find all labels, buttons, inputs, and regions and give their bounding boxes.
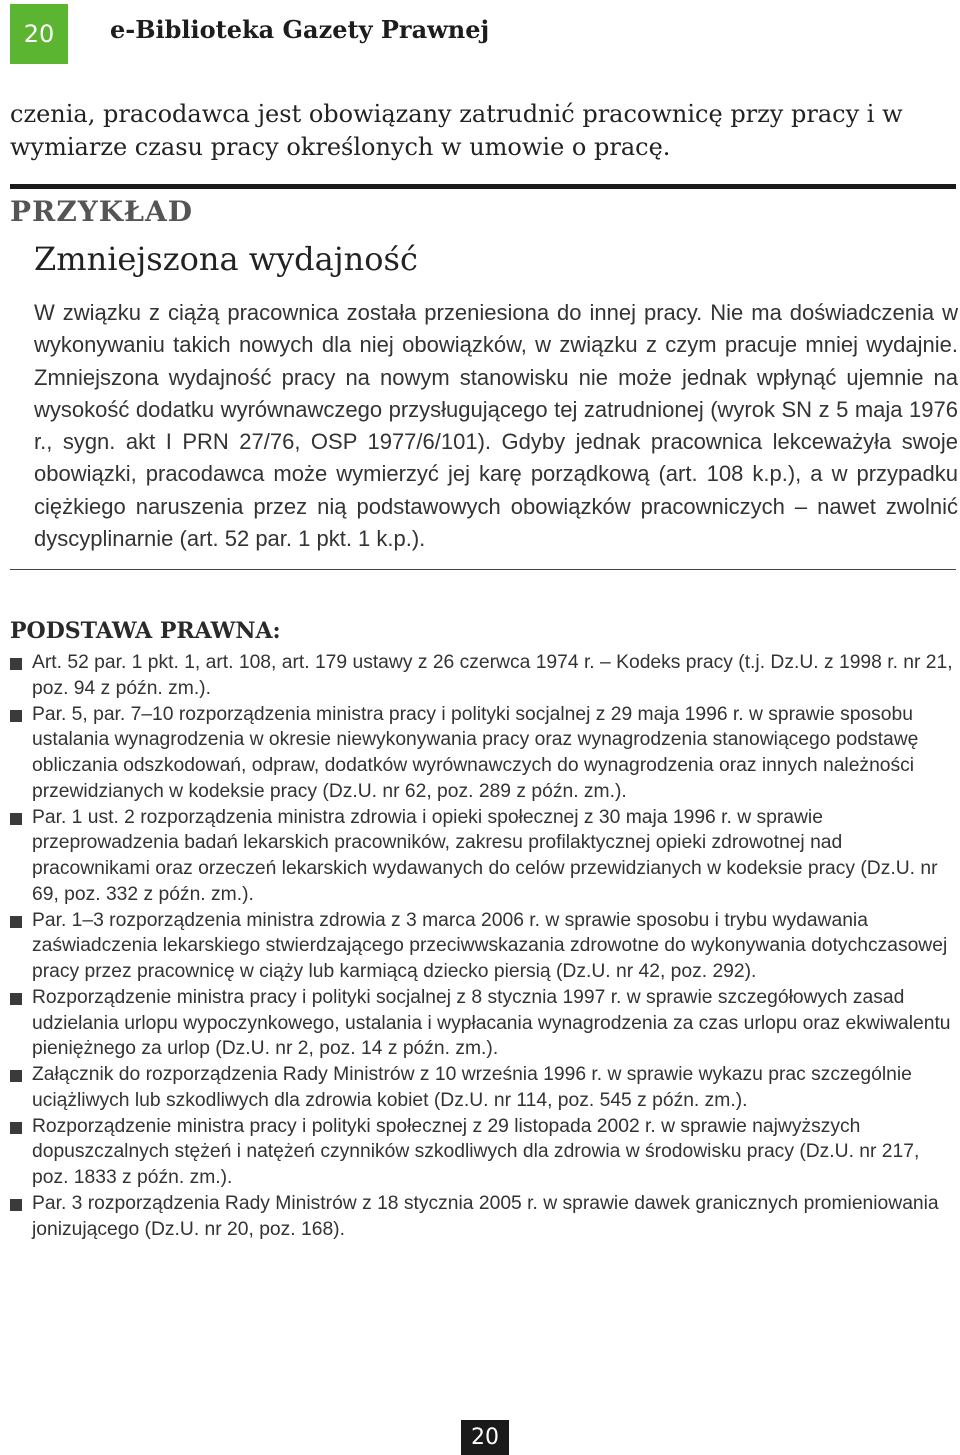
legal-basis-item [10, 702, 958, 805]
legal-basis-item [10, 908, 958, 985]
example-body: W związku z ciążą pracownica została przeniesiona do innej pracy. Nie ma doświadczenia w wykonywaniu takich nowych dla niej obowiązków, w związku z czym pracuje mniej wydajnie. Zmniejszona wydajność pracy na nowym stanowisku nie może jednak wpłynąć ujemnie na wysokość dodatku wyrównawczego przysługującego tej zatrudnionej (wyrok SN z 5 maja 1976 r., sygn. akt I PRN 27/76, OSP 1977/6/101). Gdyby jednak pracownica lekceważyła swoje obowiązki, pracodawca może wymierzyć jej karę porządkową (art. 108 k.p.), a w przypadku ciężkiego naruszenia przez nią podstawowych obowiązków pracowniczych – nawet zwolnić dyscyplinarnie (art. 52 par. 1 pkt. 1 k.p.). [34, 300, 958, 552]
page-number-badge: 20 [10, 4, 68, 64]
square-bullet-icon [10, 658, 22, 670]
publication-title: e-Biblioteka Gazety Prawnej [110, 15, 490, 44]
legal-basis-item [10, 1114, 958, 1191]
example-label: PRZYKŁAD [10, 195, 193, 228]
square-bullet-icon [10, 916, 22, 928]
square-bullet-icon [10, 813, 22, 825]
square-bullet-icon [10, 1199, 22, 1211]
square-bullet-icon [10, 1122, 22, 1134]
example-divider [10, 569, 956, 570]
legal-basis-item-text: Par. 5, par. 7–10 rozporządzenia ministra pracy i polityki socjalnej z 29 maja 1996 r. w sprawie sposobu ustalania wynagrodzenia w okresie niewykonywania pracy oraz wynagrodzenia stanowiącego podstawę obliczania odszkodowań, odpraw, dodatków wyrównawczych do wynagrodzenia oraz innych należności przewidzianych w kodeksie pracy (Dz.U. nr 62, poz. 289 z późn. zm.). [32, 703, 919, 802]
legal-basis-item [10, 805, 958, 908]
square-bullet-icon [10, 1070, 22, 1082]
intro-paragraph: czenia, pracodawca jest obowiązany zatrudnić pracownicę przy pracy i w wymiarze czasu pracy określonych w umowie o pracę. [10, 100, 903, 161]
legal-basis-title: PODSTAWA PRAWNA: [10, 618, 281, 644]
legal-basis-item [10, 650, 958, 702]
section-divider [10, 184, 956, 189]
example-title: Zmniejszona wydajność [34, 240, 418, 278]
legal-basis-item [10, 1062, 958, 1114]
legal-basis-list [10, 650, 958, 1242]
legal-basis-item [10, 1191, 958, 1243]
footer-page-number: 20 [461, 1420, 509, 1455]
legal-basis-item-text: Rozporządzenie ministra pracy i polityki społecznej z 29 listopada 2002 r. w sprawie najwyższych dopuszczalnych stężeń i natężeń czynników szkodliwych dla zdrowia w środowisku pracy (Dz.U. nr 217, poz. 1833 z późn. zm.). [32, 1115, 920, 1188]
legal-basis-item-text: Par. 3 rozporządzenia Rady Ministrów z 18 stycznia 2005 r. w sprawie dawek granicznych promieniowania jonizującego (Dz.U. nr 20, poz. 168). [32, 1192, 939, 1240]
legal-basis-item-text: Załącznik do rozporządzenia Rady Ministrów z 10 września 1996 r. w sprawie wykazu prac szczególnie uciążliwych lub szkodliwych dla zdrowia kobiet (Dz.U. nr 114, poz. 545 z późn. zm.). [32, 1064, 912, 1111]
legal-basis-item-text: Rozporządzenie ministra pracy i polityki socjalnej z 8 stycznia 1997 r. w sprawie szczegółowych zasad udzielania urlopu wypoczynkowego, ustalania i wypłacania wynagrodzenia za czas urlopu oraz ekwiwalentu pieniężnego za urlop (Dz.U. nr 2, poz. 14 z późn. zm.). [32, 986, 951, 1060]
legal-basis-item-text: Par. 1–3 rozporządzenia ministra zdrowia z 3 marca 2006 r. w sprawie sposobu i trybu wydawania zaświadczenia lekarskiego stwierdzającego przeciwwskazania zdrowotne do wykonywania dotychczasowej pracy przez pracownicę w ciąży lub karmiącą dziecko piersią (Dz.U. nr 42, poz. 292). [32, 909, 948, 982]
square-bullet-icon [10, 993, 22, 1005]
legal-basis-item-text: Par. 1 ust. 2 rozporządzenia ministra zdrowia i opieki społecznej z 30 maja 1996 r. w sprawie przeprowadzenia badań lekarskich pracowników, zakresu profilaktycznej opieki zdrowotnej nad pracownikami oraz orzeczeń lekarskich wydawanych do celów przewidzianych w kodeksie pracy (Dz.U. nr 69, poz. 332 z późn. zm.). [32, 806, 938, 905]
legal-basis-item-text: Art. 52 par. 1 pkt. 1, art. 108, art. 179 ustawy z 26 czerwca 1974 r. – Kodeks pracy (t.j. Dz.U. z 1998 r. nr 21, poz. 94 z późn. zm.). [32, 652, 953, 699]
square-bullet-icon [10, 710, 22, 722]
legal-basis-item [10, 985, 958, 1062]
